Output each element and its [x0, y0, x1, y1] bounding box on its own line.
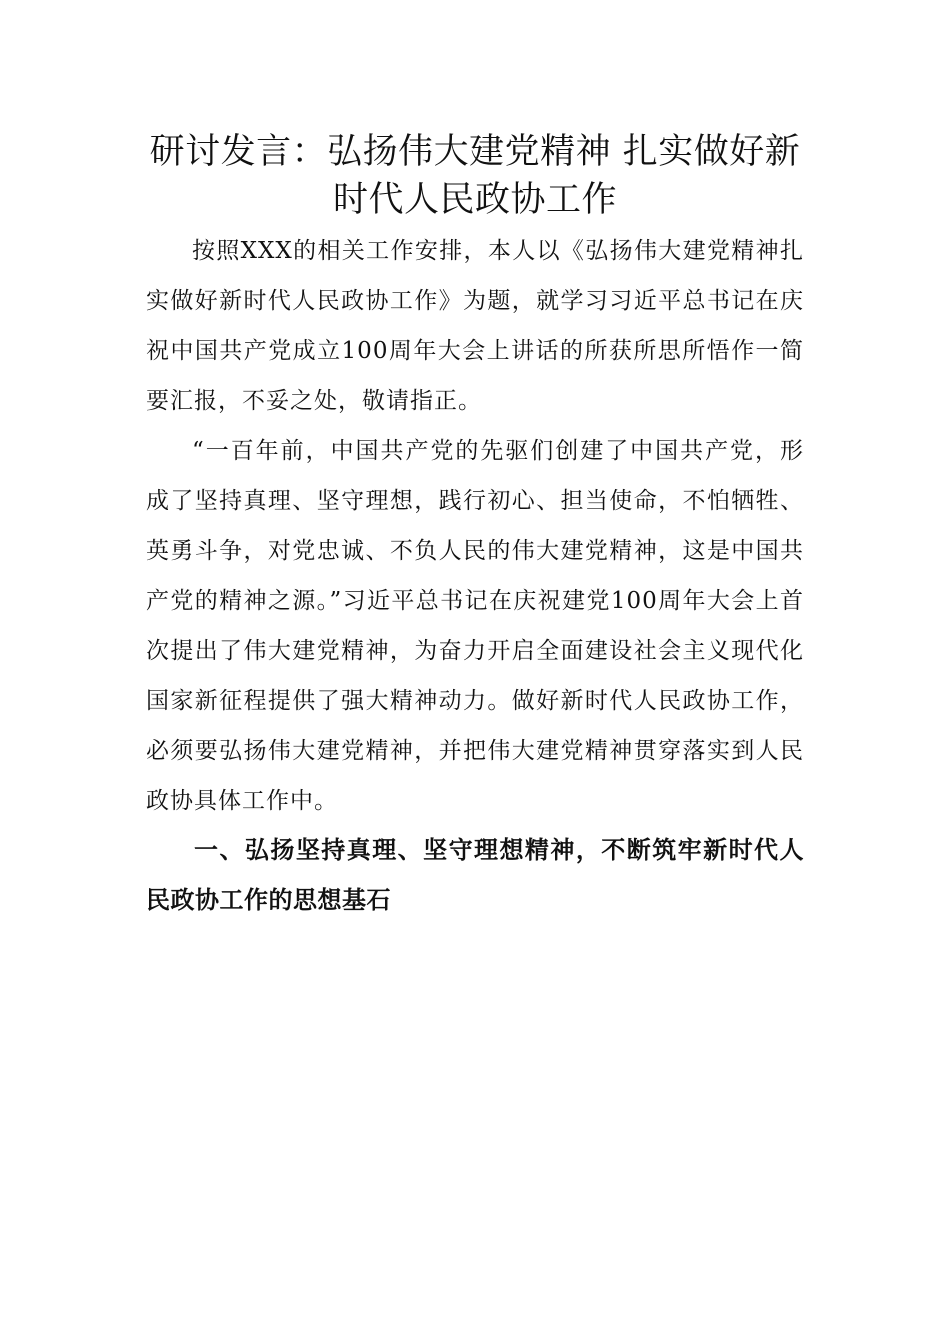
section-heading: 一、弘扬坚持真理、坚守理想精神，不断筑牢新时代人民政协工作的思想基石 [146, 836, 804, 914]
document-title: 研讨发言：弘扬伟大建党精神 扎实做好新时代人民政协工作 [149, 132, 801, 220]
paragraph-intro: 按照XXX的相关工作安排，本人以《弘扬伟大建党精神扎实做好新时代人民政协工作》为题，就学习习近平总书记在庆祝中国共产党成立100周年大会上讲话的所获所思所悟作一简要汇报，不妥之处，敬请指正。 [146, 238, 804, 414]
paragraph-quote: “一百年前，中国共产党的先驱们创建了中国共产党，形成了坚持真理、坚守理想，践行初心、担当使命，不怕牺牲、英勇斗争，对党忠诚、不负人民的伟大建党精神，这是中国共产党的精神之源。”习近平总书记在庆祝建党100周年大会上首次提出了伟大建党精神，为奋力开启全面建设社会主义现代化国家新征程提供了强大精神动力。做好新时代人民政协工作，必须要弘扬伟大建党精神，并把伟大建党精神贯穿落实到人民政协具体工作中。 [146, 438, 804, 814]
